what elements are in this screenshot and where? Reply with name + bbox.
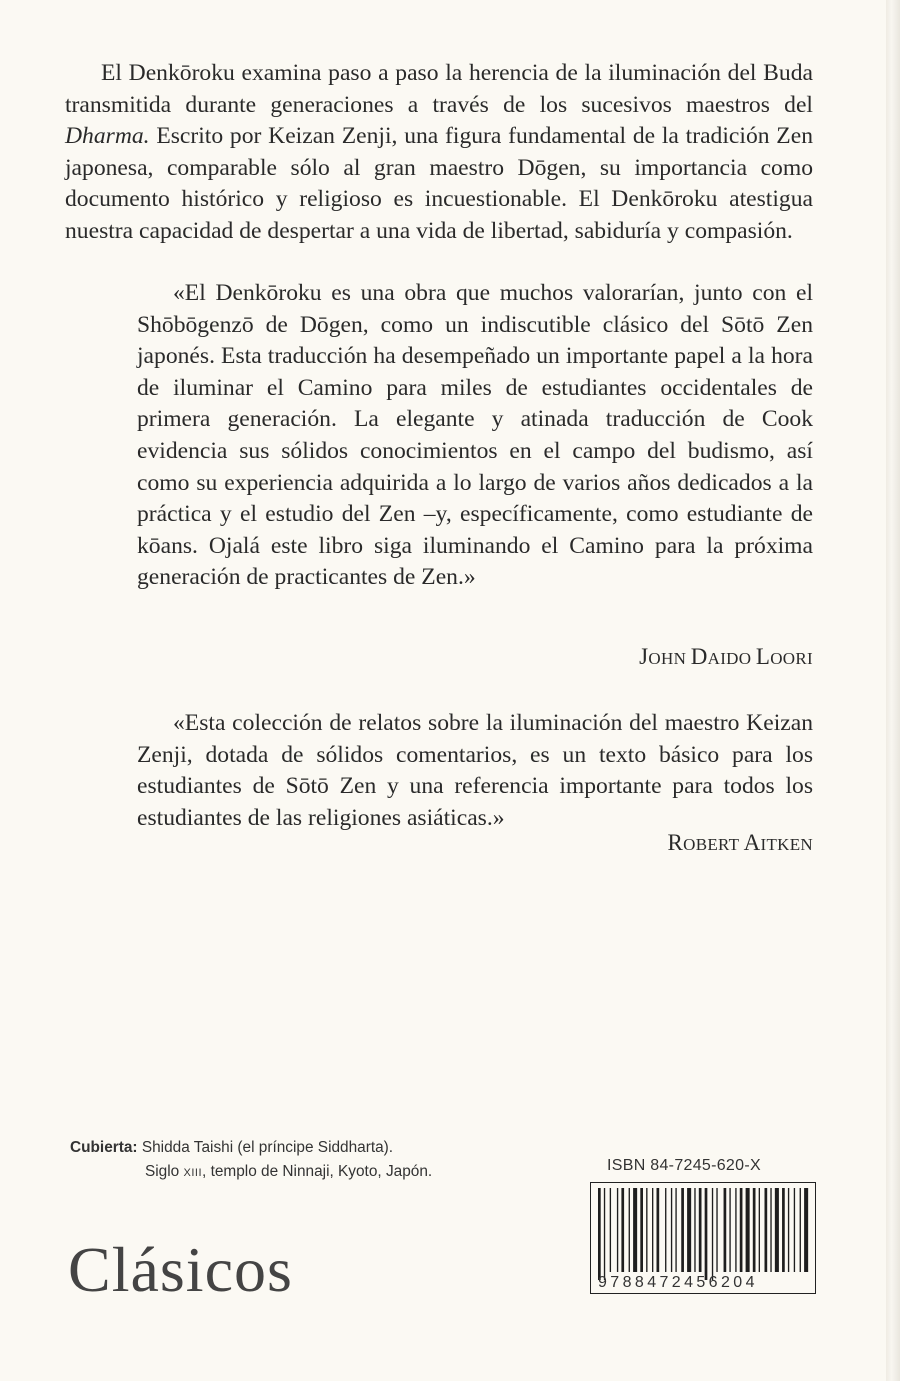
barcode-bar [759, 1188, 760, 1272]
barcode-bar [629, 1188, 630, 1272]
barcode-bar [610, 1188, 611, 1272]
barcode-bar [598, 1188, 601, 1280]
barcode [590, 1182, 816, 1294]
barcode-bar [687, 1188, 691, 1272]
barcode-bar [675, 1188, 676, 1272]
barcode-bar [712, 1188, 713, 1280]
barcode-bar [729, 1188, 730, 1272]
intro-paragraph [65, 58, 813, 248]
barcode-bar [788, 1188, 789, 1272]
intro-text-start: El Denkōroku examina paso a paso la herencia de la iluminación del Buda transmitida durante generaciones a través de los sucesivos maestros del [65, 60, 813, 118]
cover-caption [70, 1136, 432, 1185]
barcode-bar [652, 1188, 653, 1272]
intro-text-end: Escrito por Keizan Zenji, una figura fundamental de la tradición Zen japonesa, comparable sólo al gran maestro Dōgen, su importancia como documento histórico y religioso es incuestionable. El Denkōroku atestigua nuestra capacidad de despertar a una vida de libertad, sabiduría y compasión. [65, 123, 813, 244]
barcode-bar [775, 1188, 779, 1272]
page-edge [886, 0, 900, 1381]
barcode-bar [694, 1188, 695, 1272]
barcode-bar [646, 1188, 647, 1272]
barcode-bar [800, 1188, 801, 1272]
caption-line-2: Siglo XIII, templo de Ninnaji, Kyoto, Japón. [145, 1163, 433, 1180]
barcode-number: 9788472456204 [598, 1274, 758, 1291]
barcode-bar [716, 1188, 717, 1272]
barcode-bar [671, 1188, 672, 1272]
barcode-bar [735, 1188, 736, 1272]
intro-italic-term: Dharma. [65, 123, 150, 150]
barcode-bar [770, 1188, 771, 1272]
isbn-label: ISBN 84-7245-620-X [607, 1157, 761, 1174]
barcode-bar [724, 1188, 727, 1272]
barcode-bar [804, 1188, 808, 1272]
barcode-bar [640, 1188, 643, 1272]
barcode-bar [765, 1188, 768, 1272]
barcode-bar [604, 1188, 605, 1280]
caption-label: Cubierta: [70, 1139, 138, 1156]
barcode-bar [617, 1188, 618, 1272]
caption-line-1: Shidda Taishi (el príncipe Siddharta). [141, 1139, 394, 1156]
barcode-bar [681, 1188, 684, 1272]
quote-aitken: «Esta colección de relatos sobre la iluminación del maestro Keizan Zenji, dotada de sólidos comentarios, es un texto básico para los estudiantes de Sōtō Zen y una referencia importante para todos los estudiantes de las religiones asiáticas.» [137, 710, 813, 831]
barcode-bar [753, 1188, 756, 1272]
barcode-bar [699, 1188, 702, 1272]
author-aitken: ROBERT AITKEN [667, 830, 813, 855]
barcode-bar [665, 1188, 666, 1272]
barcode-bar [657, 1188, 660, 1272]
barcode-bar [633, 1188, 637, 1272]
barcode-bar [621, 1188, 624, 1272]
barcode-bar [794, 1188, 795, 1272]
barcode-bar [782, 1188, 785, 1272]
barcode-bar [746, 1188, 750, 1272]
series-title: Clásicos [68, 1234, 293, 1305]
barcode-bar [740, 1188, 743, 1272]
author-loori: JOHN DAIDO LOORI [639, 644, 813, 669]
quote-loori: «El Denkōroku es una obra que muchos valorarían, junto con el Shōbōgenzō de Dōgen, como un indiscutible clásico del Sōtō Zen japonés. Esta traducción ha desempeñado un importante papel a la hora de iluminar el Camino para miles de estudiantes occidentales de primera generación. La elegante y atinada traducción de Cook evidencia sus sólidos conocimientos en el campo del budismo, así como su experiencia adquirida a lo largo de varios años dedicados a la práctica y el estudio del Zen –y, específicamente, como estudiante de kōans. Ojalá este libro siga iluminando el Camino para la próxima generación de practicantes de Zen.» [137, 280, 813, 591]
barcode-bar [705, 1188, 708, 1280]
